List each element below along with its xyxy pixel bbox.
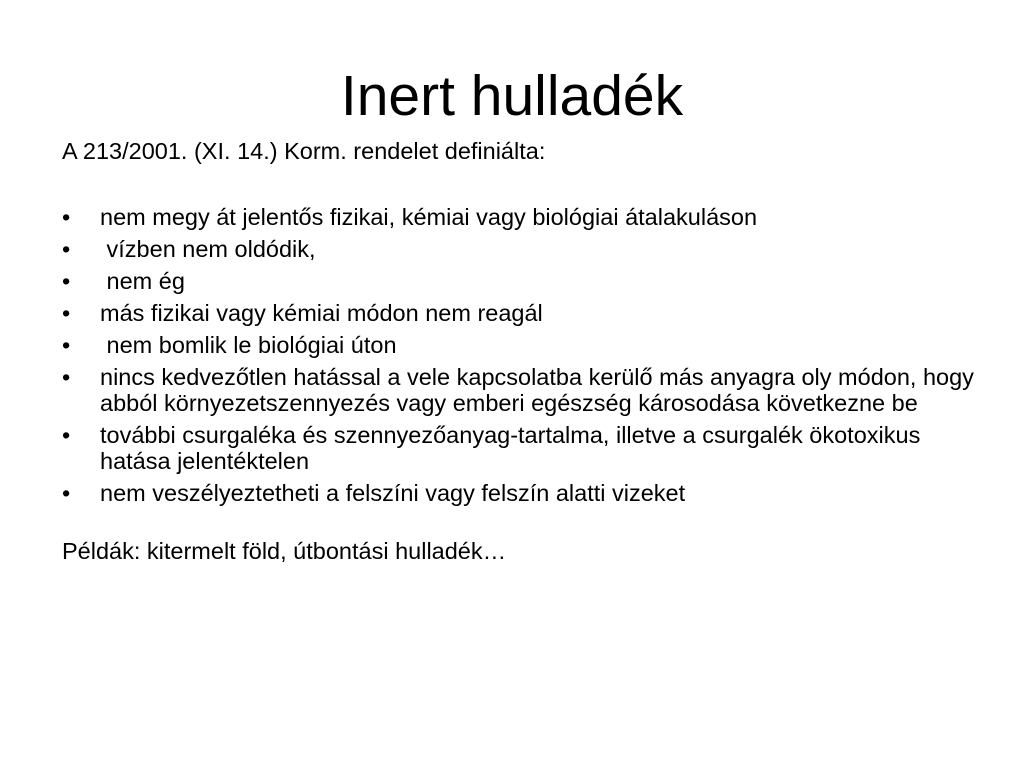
list-item-text: nem megy át jelentős fizikai, kémiai vagy biológiai átalakuláson: [100, 204, 758, 230]
list-item-text: más fizikai vagy kémiai módon nem reagál: [100, 300, 543, 326]
bullet-list: [62, 204, 982, 506]
bullet-icon: •: [62, 204, 71, 230]
list-item: [62, 364, 982, 416]
bullet-icon: •: [62, 300, 71, 326]
slide-title: Inert hulladék: [340, 64, 684, 128]
list-item: [62, 268, 982, 294]
list-item-text: vízben nem oldódik,: [100, 236, 316, 262]
bullet-icon: •: [62, 364, 71, 390]
list-item: [62, 480, 982, 506]
bullet-icon: •: [62, 332, 71, 358]
list-item-text: nincs kedvezőtlen hatással a vele kapcsolatba kerülő más anyagra oly módon, hogy abból környezetszennyezés vagy emberi egészség károsodása következne be: [100, 364, 974, 416]
list-item-text: nem bomlik le biológiai úton: [100, 332, 397, 358]
bullet-icon: •: [62, 236, 71, 262]
list-item: [62, 300, 982, 326]
bullet-icon: •: [62, 268, 71, 294]
list-item-text: további csurgaléka és szennyezőanyag-tartalma, illetve a csurgalék ökotoxikus hatása jelentéktelen: [100, 422, 921, 474]
list-item: [62, 204, 982, 230]
list-item: [62, 422, 982, 474]
slide-body: [62, 137, 982, 565]
bullet-icon: •: [62, 480, 71, 506]
list-item: [62, 332, 982, 358]
list-item: [62, 236, 982, 262]
list-item-text: nem ég: [100, 268, 185, 294]
examples-text: Példák: kitermelt föld, útbontási hulladék…: [62, 538, 507, 564]
intro-text: A 213/2001. (XI. 14.) Korm. rendelet definiálta:: [62, 138, 546, 164]
bullet-icon: •: [62, 422, 71, 448]
list-item-text: nem veszélyeztetheti a felszíni vagy felszín alatti vizeket: [100, 480, 686, 506]
